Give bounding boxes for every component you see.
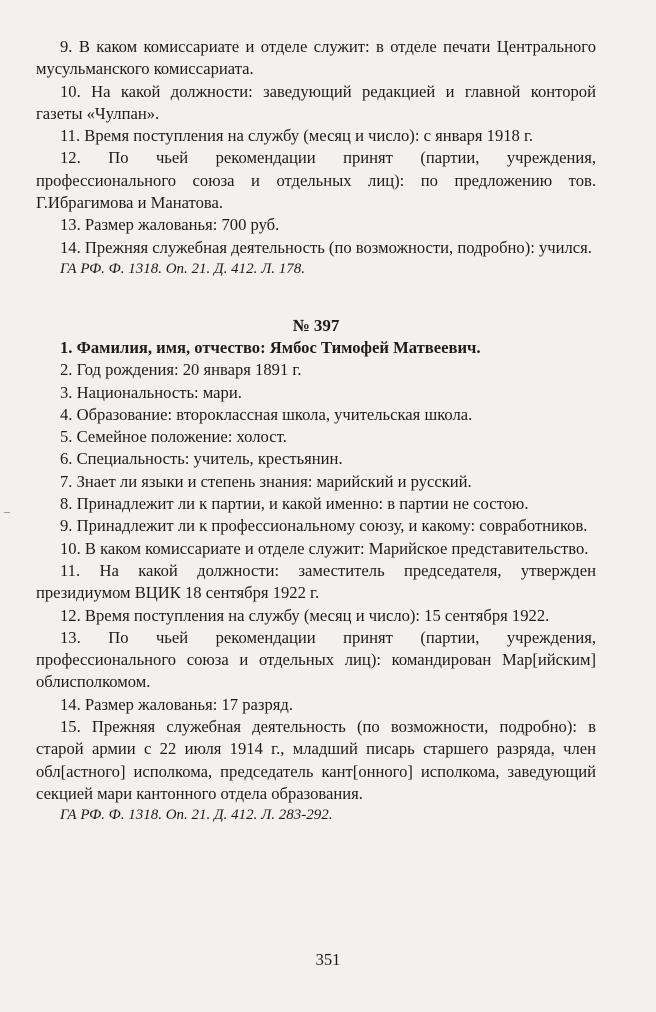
document-number-heading: № 397 [292,315,340,335]
item-9-commissariat: 9. В каком комиссариате и отделе служит: в отделе печати Центрального мусульманского комиссариата. [36,37,596,79]
item-2-birth-date: 2. Год рождения: 20 января 1891 г. [60,360,302,380]
page-content [36,36,596,826]
item-4-education: 4. Образование: второклассная школа, учительская школа. [60,404,473,424]
item-14-salary: 14. Размер жалованья: 17 разряд. [60,694,293,714]
item-8-party: 8. Принадлежит ли к партии, и какой именно: в партии не состою. [60,494,529,514]
margin-dash-mark: – [4,504,10,518]
item-12-recommendation: 12. По чьей рекомендации принят (партии, учреждения, профессионального союза и отдельных лиц): по предложению тов. Г.Ибрагимова и Манатова. [36,148,596,213]
item-12-start-date: 12. Время поступления на службу (месяц и число): 15 сентября 1922. [60,605,550,625]
item-14-previous-activity: 14. Прежняя служебная деятельность (по возможности, подробно): учился. [60,237,592,257]
item-10-commissariat: 10. В каком комиссариате и отделе служит: Марийское представительство. [60,538,589,558]
item-5-family-status: 5. Семейное положение: холост. [60,427,287,447]
item-6-specialty: 6. Специальность: учитель, крестьянин. [60,449,343,469]
item-7-languages: 7. Знает ли языки и степень знания: марийский и русский. [60,471,472,491]
item-9-union: 9. Принадлежит ли к профессиональному союзу, и какому: совработников. [60,516,588,536]
item-3-nationality: 3. Национальность: мари. [60,382,242,402]
previous-document-tail [36,36,596,280]
item-13-salary: 13. Размер жалованья: 700 руб. [60,215,280,235]
item-13-recommendation: 13. По чьей рекомендации принят (партии, учреждения, профессионального союза и отдельных лиц): командирован Мар[ийским] облисполкомом. [36,627,596,692]
page-number: 351 [315,950,341,969]
archive-source-reference: ГА РФ. Ф. 1318. Оп. 21. Д. 412. Л. 178. [60,260,305,277]
item-1-full-name: 1. Фамилия, имя, отчество: Ямбос Тимофей Матвеевич. [60,337,481,357]
item-15-previous-activity: 15. Прежняя служебная деятельность (по возможности, подробно): в старой армии с 22 июля 1914 г., младший писарь старшего разряда, член обл[астного] исполкома, председатель кант[онного] исполкома, заведующий секцией мари кантонного отдела образования. [36,717,596,803]
document-397 [36,314,596,826]
item-11-start-date: 11. Время поступления на службу (месяц и число): с января 1918 г. [60,126,534,146]
archive-source-reference: ГА РФ. Ф. 1318. Оп. 21. Д. 412. Л. 283-292. [60,807,333,824]
item-11-position: 11. На какой должности: заместитель председателя, утвержден президиумом ВЦИК 18 сентября 1922 г. [36,560,596,603]
item-10-position: 10. На какой должности: заведующий редакцией и главной конторой газеты «Чулпан». [36,81,596,123]
